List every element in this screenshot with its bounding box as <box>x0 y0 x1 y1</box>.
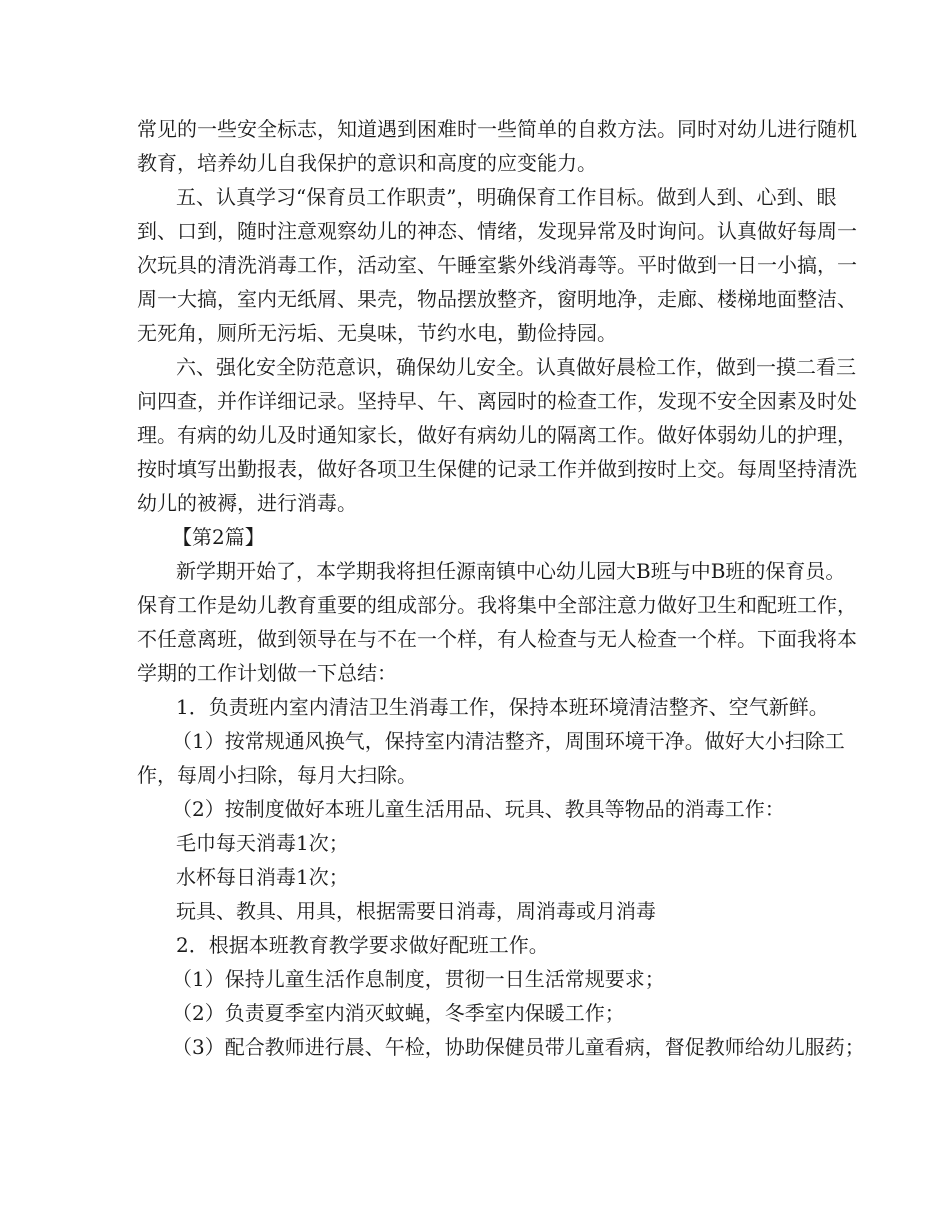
text-line: 幼儿的被褥，进行消毒。 <box>137 491 357 515</box>
text-line: 新学期开始了，本学期我将担任源南镇中心幼儿园大B班与中B班的保育员。 <box>176 559 846 583</box>
text-line: （2）负责夏季室内消灭蚊蝇，冬季室内保暖工作； <box>172 1001 625 1025</box>
text-line: 无死角，厕所无污垢、无臭味，节约水电，勤俭持园。 <box>137 321 617 345</box>
text-line: 到、口到，随时注意观察幼儿的神态、情绪，发现异常及时询问。认真做好每周一 <box>137 219 857 243</box>
text-line: 周一大搞，室内无纸屑、果壳，物品摆放整齐，窗明地净，走廊、楼梯地面整洁、 <box>137 287 857 311</box>
text-line: 玩具、教具、用具，根据需要日消毒，周消毒或月消毒 <box>176 899 656 923</box>
text-line: 毛巾每天消毒1次； <box>176 831 349 855</box>
text-line: 按时填写出勤报表，做好各项卫生保健的记录工作并做到按时上交。每周坚持清洗 <box>137 457 857 481</box>
text-line: 教育，培养幼儿自我保护的意识和高度的应变能力。 <box>137 151 597 175</box>
text-line: 理。有病的幼儿及时通知家长，做好有病幼儿的隔离工作。做好体弱幼儿的护理， <box>137 423 857 447</box>
text-line: 作，每周小扫除，每月大扫除。 <box>137 763 417 787</box>
text-line: 1．负责班内室内清洁卫生消毒工作，保持本班环境清洁整齐、空气新鲜。 <box>176 695 829 719</box>
text-line: 问四查，并作详细记录。坚持早、午、离园时的检查工作，发现不安全因素及时处 <box>137 389 857 413</box>
text-line: 水杯每日消毒1次； <box>176 865 349 889</box>
text-line: 2．根据本班教育教学要求做好配班工作。 <box>176 933 549 957</box>
text-line: 不任意离班，做到领导在与不在一个样，有人检查与无人检查一个样。下面我将本 <box>137 627 857 651</box>
text-line: （1）按常规通风换气，保持室内清洁整齐，周围环境干净。做好大小扫除工 <box>172 729 845 753</box>
text-line: 六、强化安全防范意识，确保幼儿安全。认真做好晨检工作，做到一摸二看三 <box>176 355 856 379</box>
text-line: （1）保持儿童生活作息制度，贯彻一日生活常规要求； <box>172 967 665 991</box>
text-line: 次玩具的清洗消毒工作，活动室、午睡室紫外线消毒等。平时做到一日一小搞，一 <box>137 253 857 277</box>
text-line: 常见的一些安全标志，知道遇到困难时一些简单的自救方法。同时对幼儿进行随机 <box>137 117 857 141</box>
text-line: （3）配合教师进行晨、午检，协助保健员带儿童看病，督促教师给幼儿服药； <box>172 1035 865 1059</box>
text-line: （2）按制度做好本班儿童生活用品、玩具、教具等物品的消毒工作： <box>172 797 785 821</box>
text-line: 保育工作是幼儿教育重要的组成部分。我将集中全部注意力做好卫生和配班工作， <box>137 593 857 617</box>
text-line: 五、认真学习“保育员工作职责”，明确保育工作目标。做到人到、心到、眼 <box>176 185 837 209</box>
text-line: 学期的工作计划做一下总结： <box>137 661 397 685</box>
section-heading: 【第2篇】 <box>172 525 265 549</box>
